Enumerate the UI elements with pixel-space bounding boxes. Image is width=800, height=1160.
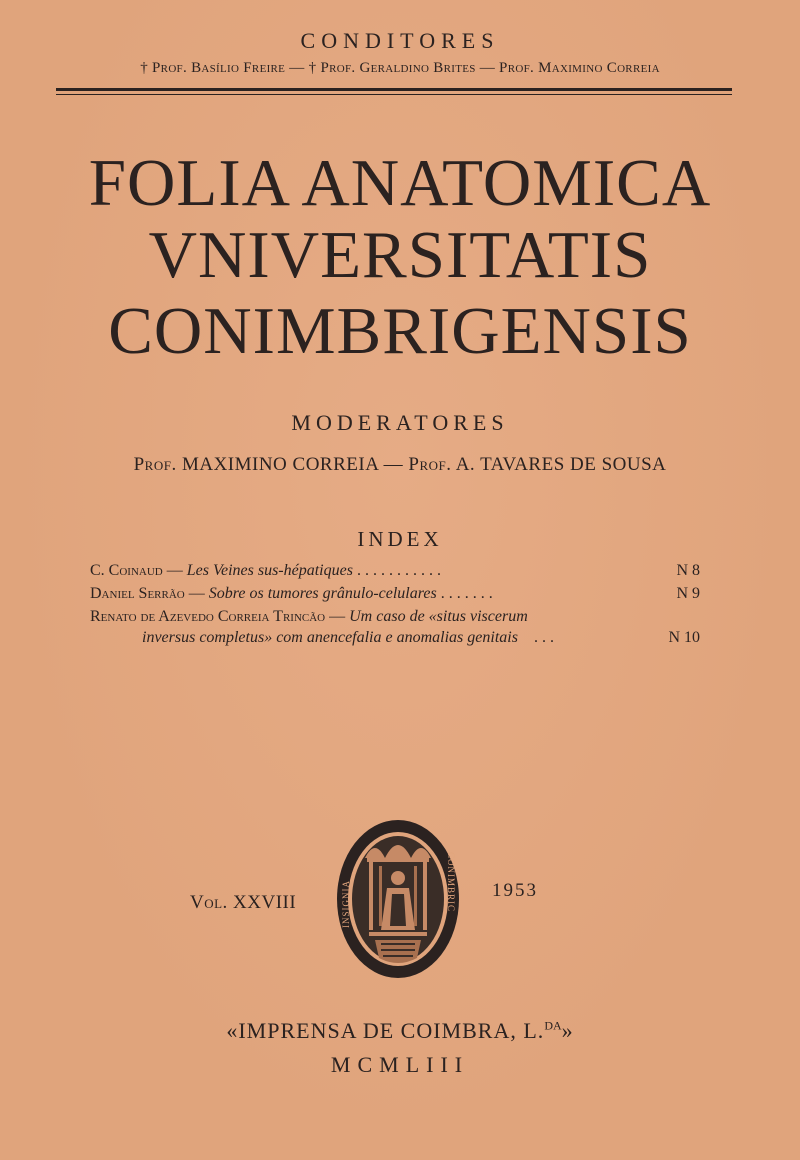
index-entry-author: C. Coinaud — [90, 562, 183, 579]
index-entry-leader: . . . . . . . [440, 585, 493, 602]
journal-title-line-2: VNIVERSITATIS [148, 218, 652, 292]
index-label: INDEX [357, 527, 443, 551]
index-entry-author: Renato de Azevedo Correia Trincão — [90, 608, 346, 625]
publisher-close: » [561, 1018, 574, 1043]
editor-1-name: MAXIMINO CORREIA [181, 454, 379, 475]
index-entry-title-continued: inversus completus» com anencefalia e anomalias genitais [142, 629, 518, 646]
index-entry-leader: . . . . . . . . . . . [356, 562, 441, 579]
seal-left-inscription: INSIGNIA [341, 880, 351, 928]
founders-line: † Prof. Basílio Freire — † Prof. Geraldino Brites — Prof. Maximino Correia [140, 60, 660, 76]
index-entry-title: Um caso de «situs viscerum [349, 608, 528, 625]
index-entry-title: Les Veines sus-hépatiques [186, 562, 353, 579]
journal-title-line-3: CONIMBRIGENSIS [108, 294, 692, 368]
index-entry-number: N 8 [676, 562, 700, 579]
index-entry-number: N 9 [676, 585, 700, 602]
header-rule-thick [56, 88, 732, 91]
index-entry-number: N 10 [668, 629, 700, 646]
index-entry [90, 585, 710, 603]
index-entry-author: Daniel Serrão — [90, 585, 205, 602]
index-entry-leader: . . . [533, 629, 554, 646]
moderatores-label: MODERATORES [291, 410, 509, 435]
editor-2-name: A. TAVARES DE SOUSA [455, 454, 667, 475]
index-entry [90, 608, 710, 626]
publisher-name: «IMPRENSA DE COIMBRA, L. [226, 1018, 545, 1043]
header-rule-thin [56, 94, 732, 95]
editors-separator: — [378, 454, 409, 475]
index-entry-continuation [142, 629, 710, 647]
publisher [0, 1018, 800, 1044]
index-entry-title: Sobre os tumores grânulo-celulares [208, 585, 437, 602]
index-entry [90, 562, 710, 580]
conditores-label: CONDITORES [300, 28, 500, 53]
roman-year: MCMLIII [330, 1052, 470, 1077]
publisher-superscript: DA [544, 1018, 562, 1033]
seal-right-inscription: CONIMBRIC [446, 852, 456, 913]
journal-title-line-1: FOLIA ANATOMICA [88, 146, 712, 220]
editors-line [0, 454, 800, 476]
publication-year: 1953 [492, 880, 538, 901]
editor-1-prefix: Prof. [133, 454, 177, 475]
editor-2-prefix: Prof. [408, 454, 452, 475]
volume-number: Vol. XXVIII [190, 892, 297, 913]
